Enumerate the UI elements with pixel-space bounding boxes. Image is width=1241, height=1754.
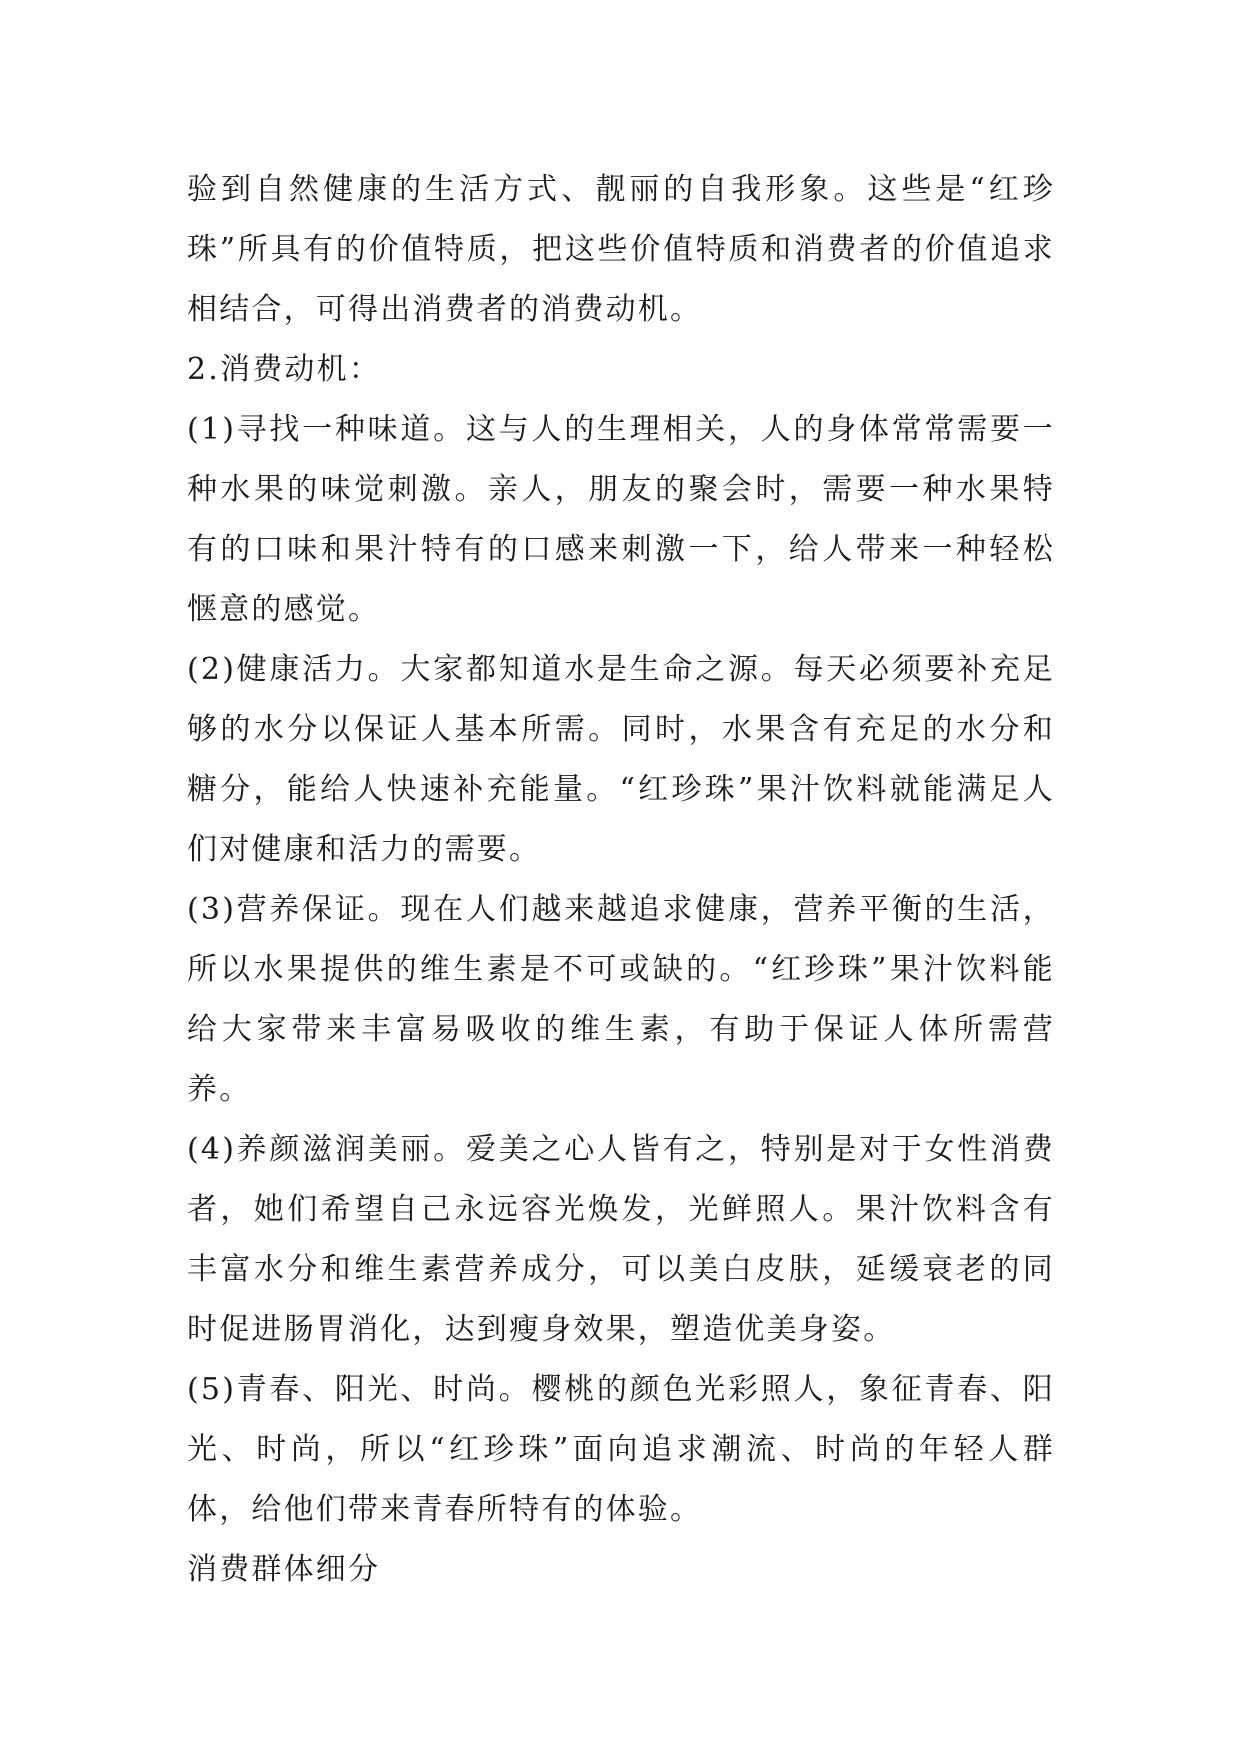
section-heading-consumer-segmentation: 消费群体细分 (187, 1552, 381, 1587)
motive-item-4: (4)养颜滋润美丽。爱美之心人皆有之，特别是对于女性消费者，她们希望自己永远容光焕发，光鲜照人。果汁饮料含有丰富水分和维生素营养成分，可以美白皮肤，延缓衰老的同时促进肠胃消化，达到瘦身效果，塑造优美身姿。 (187, 1132, 1055, 1347)
motive-item-5: (5)青春、阳光、时尚。樱桃的颜色光彩照人，象征青春、阳光、时尚，所以“红珍珠”面向追求潮流、时尚的年轻人群体，给他们带来青春所特有的体验。 (187, 1372, 1055, 1527)
motive-item-2: (2)健康活力。大家都知道水是生命之源。每天必须要补充足够的水分以保证人基本所需。同时，水果含有充足的水分和糖分，能给人快速补充能量。“红珍珠”果汁饮料就能满足人们对健康和活力的需要。 (187, 652, 1055, 867)
section-heading-consumption-motive: 2.消费动机： (187, 352, 382, 387)
motive-item-3: (3)营养保证。现在人们越来越追求健康，营养平衡的生活，所以水果提供的维生素是不可或缺的。“红珍珠”果汁饮料能给大家带来丰富易吸收的维生素，有助于保证人体所需营养。 (187, 892, 1055, 1107)
motive-item-1: (1)寻找一种味道。这与人的生理相关，人的身体常常需要一种水果的味觉刺激。亲人，朋友的聚会时，需要一种水果特有的口味和果汁特有的口感来刺激一下，给人带来一种轻松惬意的感觉。 (187, 412, 1055, 627)
paragraph-intro-continuation: 验到自然健康的生活方式、靓丽的自我形象。这些是“红珍珠”所具有的价值特质，把这些价值特质和消费者的价值追求相结合，可得出消费者的消费动机。 (187, 172, 1055, 327)
document-body (187, 160, 1055, 1600)
